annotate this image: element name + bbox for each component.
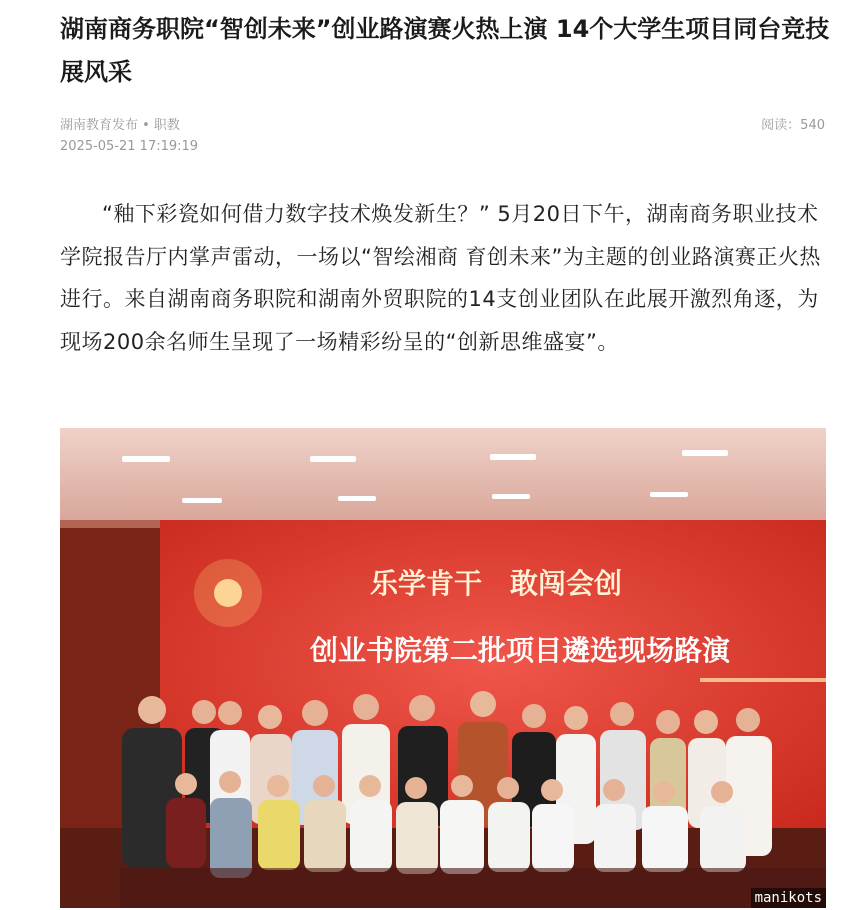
- article-title: 湖南商务职院“智创未来”创业路演赛火热上演 14个大学生项目同台竞技展风采: [60, 15, 830, 86]
- article-source[interactable]: 湖南教育发布 • 职教: [60, 118, 180, 133]
- read-count: 阅读：540: [761, 118, 825, 133]
- banner-line-2: 创业书院第二批项目遴选现场路演: [309, 634, 731, 667]
- ceiling: [60, 428, 826, 520]
- article-paragraph: “釉下彩瓷如何借力数字技术焕发新生？” 5月20日下午，湖南商务职业技术学院报告厅内掌声雷动，一场以“智绘湘商 育创未来”为主题的创业路演赛正火热进行。来自湖南商务职院和湖南外贸职院的14支创业团队在此展开激烈角逐，为现场200余名师生呈现了一场精彩纷呈的“创新思维盛宴”。: [60, 202, 821, 354]
- event-photo[interactable]: [60, 428, 826, 908]
- article-timestamp: 2025-05-21 17:19:19: [60, 139, 199, 154]
- photo-watermark: manikots: [751, 888, 826, 908]
- banner-line-1: 乐学肯干 敢闯会创: [369, 567, 623, 600]
- event-photo-illustration: [60, 428, 826, 908]
